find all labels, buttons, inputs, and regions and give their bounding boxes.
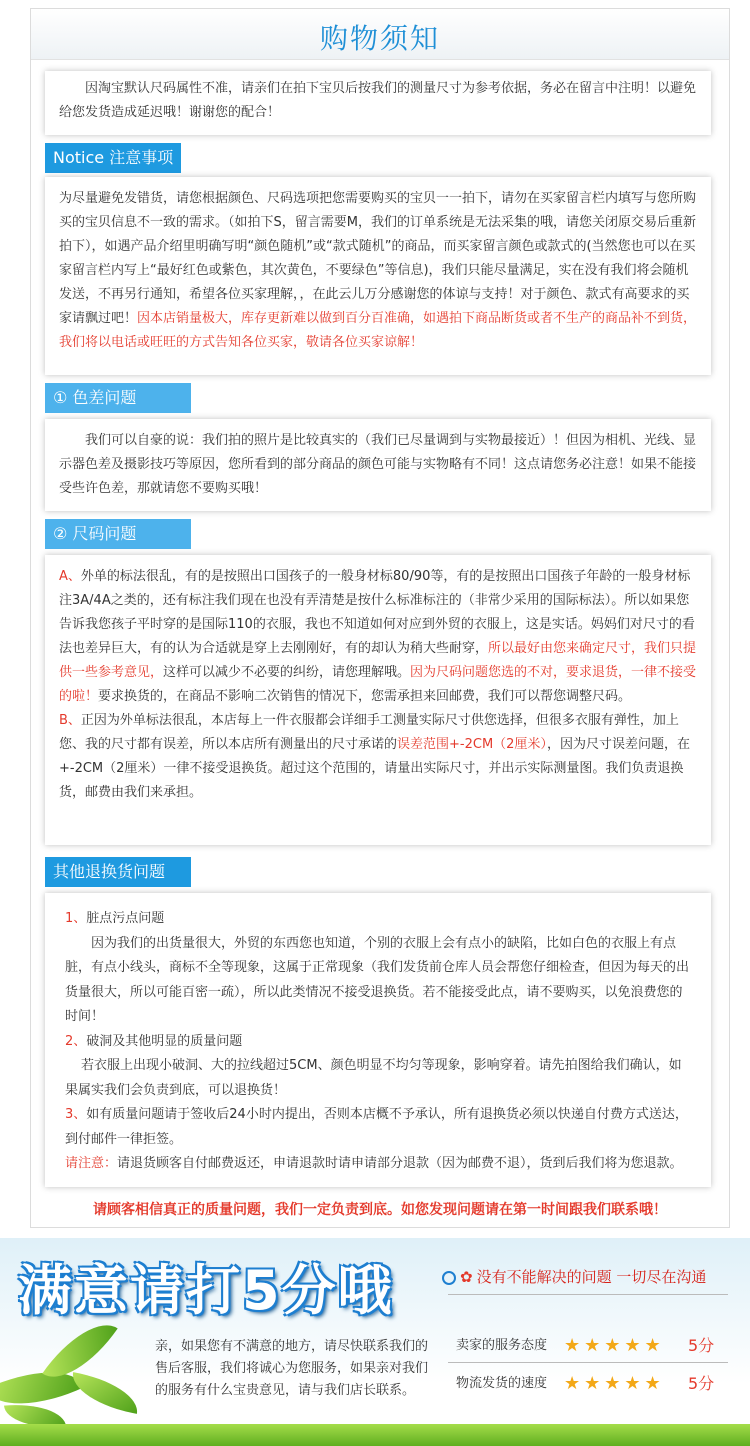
intro-box bbox=[45, 71, 711, 135]
star-rating-icon: ★★★★★ bbox=[564, 1335, 665, 1356]
size-a-text-2: 这样可以减少不必要的纠纷，请您理解哦。 bbox=[163, 665, 411, 680]
rating-label: 卖家的服务态度 bbox=[456, 1338, 548, 1353]
notice-box bbox=[45, 177, 711, 375]
color-label: ① 色差问题 bbox=[45, 383, 191, 413]
returns-item2-text: 若衣服上出现小破洞、大的拉线超过5CM、颜色明显不均匀等现象，影响穿着。请先拍图给我们确认，如果属实我们会负责到底，可以退换货！ bbox=[65, 1058, 682, 1098]
radio-dot-icon bbox=[442, 1271, 456, 1285]
returns-item1-num: 1、 bbox=[65, 911, 87, 926]
intro-text: 因淘宝默认尺码属性不准，请亲们在拍下宝贝后按我们的测量尺寸为参考依据，务必在留言中注明！以避免给您发货造成延迟哦！谢谢您的配合！ bbox=[59, 81, 697, 120]
rating-score: 5分 bbox=[688, 1336, 715, 1355]
leaf-decoration bbox=[68, 1372, 142, 1414]
rating-label: 物流发货的速度 bbox=[456, 1376, 548, 1391]
returns-item2-num: 2、 bbox=[65, 1033, 87, 1049]
flower-icon: ✿ bbox=[460, 1268, 473, 1286]
returns-note-text: 请退货顾客自付邮费返还，申请退款时请申请部分退款（因为邮费不退），货到后我们将为您退款。 bbox=[117, 1156, 683, 1171]
size-b-text-2: ，因为尺寸误差问题，在+-2CM（2厘米）一律不接受退换货。超过这个范围的，请量出实际尺寸，并出示实际测量图。我们负责退换货，邮费由我们来承担。 bbox=[59, 737, 690, 800]
rating-row bbox=[456, 1334, 736, 1358]
color-text: 我们可以自豪的说：我们拍的照片是比较真实的（我们已尽量调到与实物最接近）！但因为相机、光线、显示器色差及摄影技巧等原因，您所看到的部分商品的颜色可能与实物略有不同！这点请您务必注意！如果不能接受些许色差，那就请您不要购买哦！ bbox=[59, 433, 697, 496]
returns-label: 其他退换货问题 bbox=[45, 857, 191, 887]
returns-item3-num: 3、 bbox=[65, 1107, 87, 1122]
size-b-text-1: 正因为外单标法很乱，本店每上一件衣服都会详细手工测量实际尺寸供您选择，但很多衣服有弹性，加上您、我的尺寸都有误差，所以本店所有测量出的尺寸承诺的 bbox=[59, 713, 679, 752]
returns-note-label: 请注意： bbox=[65, 1156, 118, 1171]
returns-item3-text: 如有质量问题请于签收后24小时内提出，否则本店概不予承认，所有退换货必须以快递自付费方式送达，到付邮件一律拒签。 bbox=[65, 1107, 688, 1147]
notice-red-text: 因本店销量极大，库存更新难以做到百分百准确，如遇拍下商品断货或者不生产的商品补不到货，我们将以电话或旺旺的方式告知各位买家，敬请各位买家谅解！ bbox=[59, 311, 697, 350]
rating-row bbox=[456, 1372, 736, 1396]
title-bar bbox=[31, 9, 729, 60]
slogan-text: 没有不能解决的问题 一切尽在沟通 bbox=[476, 1268, 707, 1286]
notice-text: 为尽量避免发错货，请您根据颜色、尺码选项把您需要购买的宝贝一一拍下，请勿在买家留言栏内填写与您所购买的宝贝信息不一致的需求。（如拍下S，留言需要M，我们的订单系统是无法采集的哦，请您关闭原交易后重新拍下），如遇产品介绍里明确写明“颜色随机”或“款式随机”的商品，而买家留言颜色或款式的(当然您也可以在买家留言栏内写上“最好红色或紫色，其次黄色，不要绿色”等信息)，我们只能尽量满足，实在没有我们将会随机发送，不再另行通知，希望各位买家理解，，在此云儿万分感谢您的体谅与支持！对于颜色、款式有高要求的买家请飘过吧！ bbox=[59, 191, 697, 326]
size-a-text-3: 要求换货的，在商品不影响二次销售的情况下，您需承担来回邮费，我们可以帮您调整尺码。 bbox=[98, 689, 632, 704]
divider bbox=[448, 1362, 728, 1363]
page-title: 购物须知 bbox=[319, 22, 440, 55]
notice-label: Notice 注意事项 bbox=[45, 143, 181, 173]
returns-item1-title: 脏点污点问题 bbox=[86, 911, 165, 926]
size-label: ② 尺码问题 bbox=[45, 519, 191, 549]
size-a-text-1: 外单的标法很乱，有的是按照出口国孩子的一般身材标80/90等，有的是按照出口国孩子年龄的一般身材标注3A/4A之类的，还有标注我们现在也没有弄清楚是按什么标准标注的（非常少采用的国际标法）。所以如果您告诉我您孩子平时穿的是国际110的衣服，我也不知道如何对应到外贸的衣服上，这是实话。妈妈们对尺寸的看法也差异巨大，有的认为合适就是穿上去刚刚好，有的却认为稍大些耐穿， bbox=[59, 569, 695, 656]
returns-box bbox=[45, 893, 711, 1187]
star-rating-icon: ★★★★★ bbox=[564, 1373, 665, 1394]
rating-banner bbox=[0, 1238, 750, 1446]
returns-item1-text: 因为我们的出货量很大，外贸的东西您也知道，个别的衣服上会有点小的缺陷，比如白色的衣服上有点脏，有点小线头，商标不全等现象，这属于正常现象（我们发货前仓库人员会帮您仔细检查，但因为每天的出货量很大，所以可能百密一疏），所以此类情况不接受退换货。若不能接受此点，请不要购买，以免浪费您的时间！ bbox=[65, 935, 690, 1024]
size-a-red-2: 因为尺码问题您选的不对，要求退货，一律不接受的啦！ bbox=[59, 665, 697, 704]
divider bbox=[448, 1294, 728, 1295]
banner-message: 亲，如果您有不满意的地方，请尽快联系我们的售后客服，我们将诚心为您服务，如果亲对我们的服务有什么宝贵意见，请与我们店长联系。 bbox=[155, 1339, 429, 1398]
footer-note: 请顾客相信真正的质量问题，我们一定负责到底。如您发现问题请在第一时间跟我们联系哦！ bbox=[93, 1202, 667, 1218]
grass-decoration bbox=[0, 1424, 750, 1446]
size-a-red-1: 所以最好由您来确定尺寸，我们只提供一些参考意见， bbox=[59, 641, 697, 680]
size-box bbox=[45, 555, 711, 845]
size-a-prefix: A、 bbox=[59, 569, 81, 584]
returns-item2-title: 破洞及其他明显的质量问题 bbox=[86, 1033, 243, 1049]
shopping-notice-panel bbox=[30, 8, 730, 1228]
size-b-prefix: B、 bbox=[59, 713, 81, 728]
communication-slogan bbox=[442, 1266, 706, 1287]
rate-5-heading: 满意请打5分哦 bbox=[18, 1259, 394, 1322]
rating-score: 5分 bbox=[688, 1374, 715, 1393]
size-b-red: 误差范围+-2CM（2厘米） bbox=[397, 737, 547, 752]
color-box bbox=[45, 419, 711, 511]
